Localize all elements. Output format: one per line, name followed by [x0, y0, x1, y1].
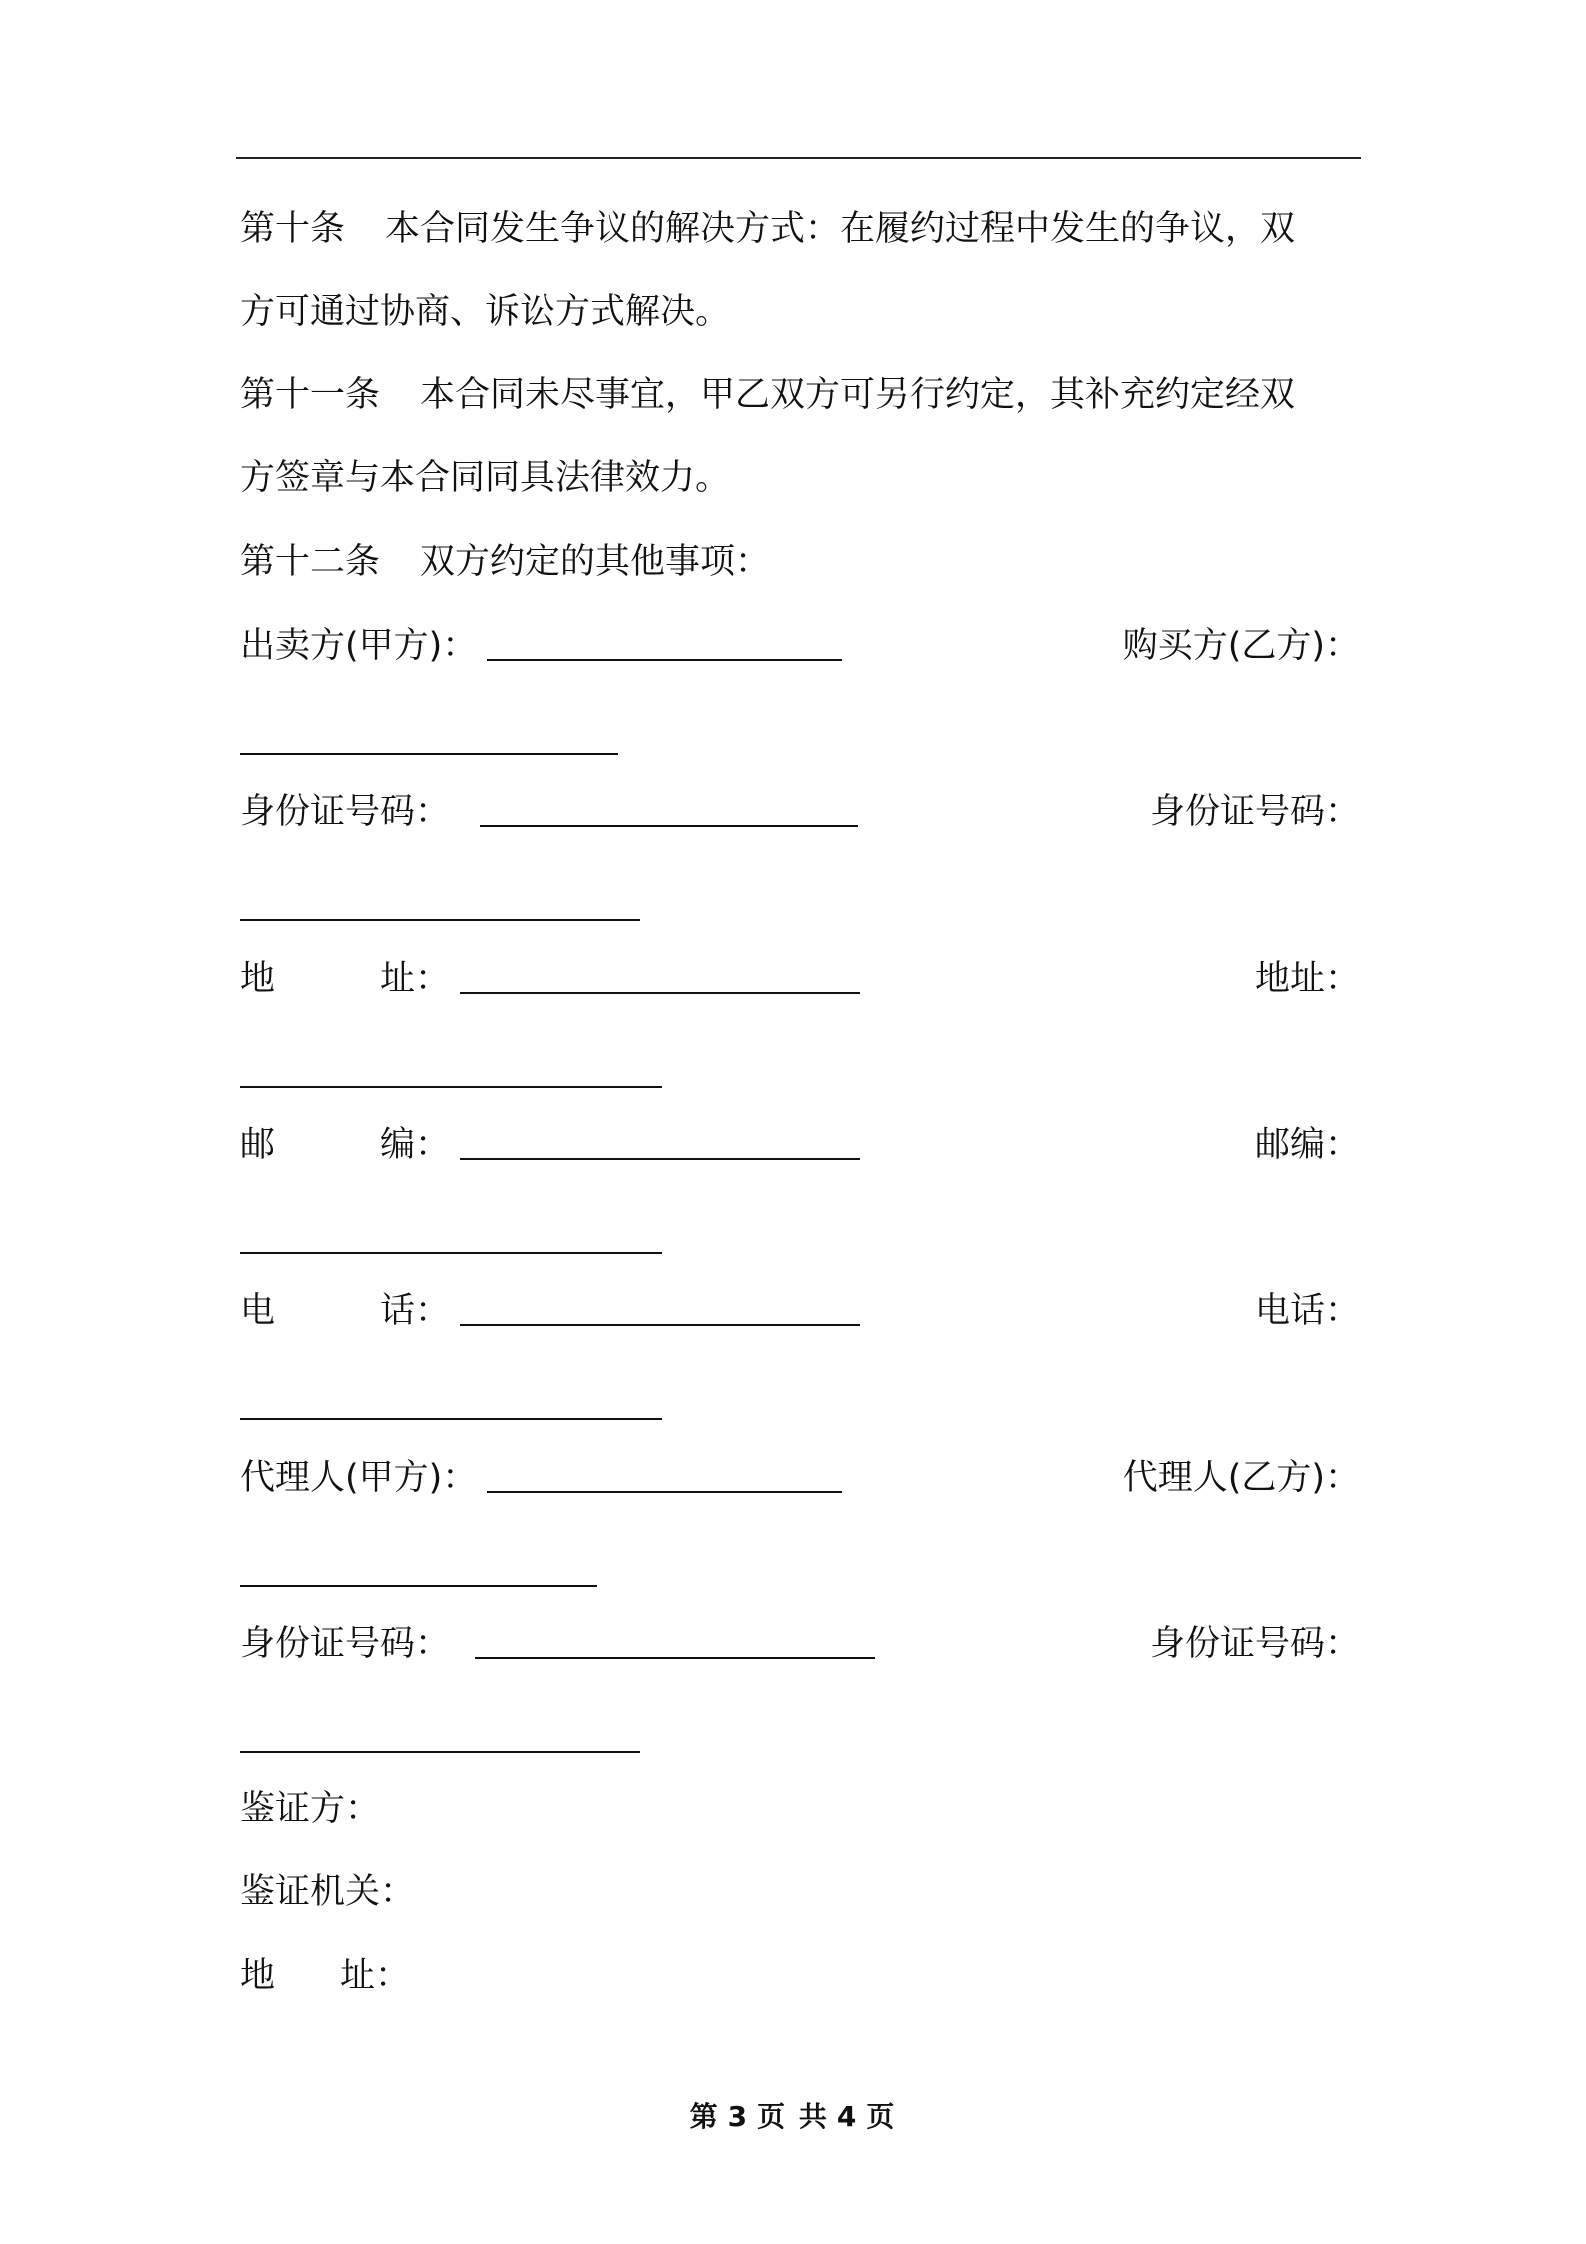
witness-address-label-a: 地: [240, 1956, 276, 1996]
buyer-postcode-label: [1255, 1115, 1360, 1175]
buyer-phone-label-a: 电: [1254, 1291, 1290, 1331]
footer-page-number: 3: [727, 2100, 750, 2133]
seller-agent-label: 代理人(甲方)：: [240, 1458, 478, 1498]
buyer-id-blank[interactable]: [240, 919, 640, 921]
seller-postcode-field: [240, 1114, 860, 1175]
seller-blank[interactable]: [487, 619, 842, 661]
seller-buyer-row: [240, 615, 1360, 675]
seller-agent-blank[interactable]: [487, 1451, 842, 1493]
seller-phone-label: [240, 1281, 450, 1341]
seller-agent-field: [240, 1447, 842, 1508]
seller-address-blank[interactable]: [460, 952, 860, 994]
buyer-agent-blank[interactable]: [240, 1585, 597, 1587]
page-footer: [0, 2095, 1586, 2135]
article-12-line-1: [240, 532, 1360, 592]
id-number-row-1: [240, 781, 1360, 841]
buyer-id-label: 身份证号码：: [1149, 792, 1360, 832]
postcode-row: [240, 1114, 1360, 1174]
seller-address-label: [240, 949, 450, 1009]
seller-address-label-a: 地: [240, 959, 276, 999]
agent-seller-id-blank[interactable]: [475, 1617, 875, 1659]
witness-authority: 鉴证机关：: [240, 1872, 416, 1912]
article-10-text-1: 本合同发生争议的解决方式：在履约过程中发生的争议，双: [385, 209, 1296, 249]
buyer-phone-label-b: 话：: [1289, 1291, 1360, 1331]
article-10-number: 第十条: [240, 209, 346, 249]
seller-phone-blank[interactable]: [460, 1284, 860, 1326]
address-row: [240, 948, 1360, 1008]
footer-suffix: 页: [866, 2100, 897, 2133]
agent-buyer-id-label: 身份证号码：: [1149, 1624, 1360, 1664]
seller-phone-field: [240, 1280, 860, 1341]
seller-postcode-blank[interactable]: [460, 1118, 860, 1160]
seller-id-blank[interactable]: [480, 785, 858, 827]
footer-total-pages: 4: [836, 2100, 859, 2133]
article-11-number: 第十一条: [240, 375, 381, 415]
buyer-blank[interactable]: [240, 753, 618, 755]
seller-postcode-label: [240, 1115, 450, 1175]
agent-buyer-id-blank[interactable]: [240, 1751, 640, 1753]
buyer-postcode-label-b: 编：: [1289, 1125, 1360, 1165]
seller-id-field: [240, 781, 858, 842]
article-10-line-2: 方可通过协商、诉讼方式解决。: [240, 292, 731, 332]
witness-address: [240, 1946, 1360, 2006]
article-12-text-1: 双方约定的其他事项：: [420, 542, 771, 582]
buyer-postcode-label-a: 邮: [1254, 1125, 1290, 1165]
agent-row: [240, 1447, 1360, 1507]
article-10-line-1: [240, 199, 1360, 259]
seller-phone-label-b: 话：: [379, 1291, 450, 1331]
buyer-address-label-a: 地: [1254, 959, 1290, 999]
witness-address-label: [240, 1946, 410, 2006]
buyer-phone-label: [1255, 1281, 1360, 1341]
article-11-text-1: 本合同未尽事宜，甲乙双方可另行约定，其补充约定经双: [420, 375, 1296, 415]
buyer-label: 购买方(乙方)：: [1122, 626, 1360, 666]
footer-middle: 页 共: [757, 2100, 829, 2133]
seller-postcode-label-b: 编：: [379, 1125, 450, 1165]
seller-field: [240, 615, 842, 676]
article-11-line-1: [240, 365, 1360, 425]
buyer-address-label-b: 址：: [1289, 959, 1360, 999]
footer-prefix: 第: [689, 2100, 720, 2133]
buyer-address-label: [1255, 949, 1360, 1009]
seller-id-label: 身份证号码：: [240, 792, 451, 832]
seller-postcode-label-a: 邮: [240, 1125, 276, 1165]
buyer-postcode-blank[interactable]: [240, 1252, 662, 1254]
header-rule: [236, 157, 1361, 159]
seller-phone-label-a: 电: [240, 1291, 276, 1331]
witness-party: 鉴证方：: [240, 1789, 381, 1829]
buyer-address-blank[interactable]: [240, 1086, 662, 1088]
phone-row: [240, 1280, 1360, 1340]
seller-label: 出卖方(甲方)：: [240, 626, 478, 666]
seller-address-label-b: 址：: [379, 959, 450, 999]
id-number-row-2: [240, 1613, 1360, 1673]
seller-address-field: [240, 948, 860, 1009]
agent-seller-id-field: [240, 1613, 875, 1674]
buyer-agent-label: 代理人(乙方)：: [1122, 1458, 1360, 1498]
article-12-number: 第十二条: [240, 542, 381, 582]
agent-seller-id-label: 身份证号码：: [240, 1624, 451, 1664]
article-11-line-2: 方签章与本合同同具法律效力。: [240, 458, 731, 498]
witness-address-label-b: 址：: [339, 1956, 410, 1996]
buyer-phone-blank[interactable]: [240, 1418, 662, 1420]
